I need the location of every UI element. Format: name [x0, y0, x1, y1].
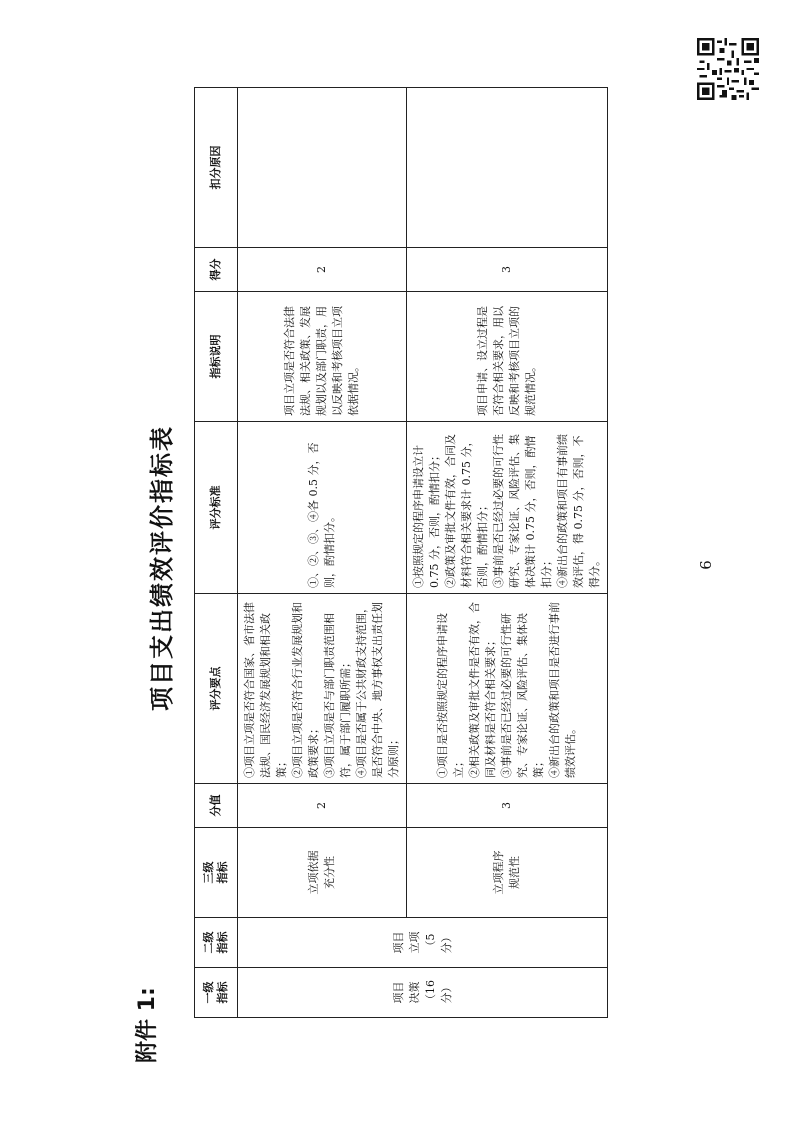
page-number: 9	[695, 560, 714, 570]
explain-cell: 项目申请、设立过程是否符合相关要求，用以反映和考核项目立项的规范情况。	[407, 292, 608, 422]
table-row	[238, 88, 407, 1018]
page-title: 项目支出绩效评价指标表	[148, 425, 176, 711]
annex-label: 附件 1:	[135, 987, 160, 1063]
col-reason: 扣分原因	[195, 88, 238, 248]
level3-cell: 立项程序 规范性	[407, 828, 608, 918]
level2-cell: 项目 立项 （5 分）	[238, 918, 608, 968]
standard-cell: ①按照规定的程序申请设立计 0.75 分，否则，酌情扣分； ②政策及审批文件有效，合同及材料符合相关要求计 0.75 分，否则，酌情扣分； ③事前是否已经过必要的可行性研究、专家论证、风险评估、集体决策计 0.75 分，否则，酌情扣分； ④新出台的政策和项目有事前绩效评估，得 0.75 分，否则，不得分。	[407, 422, 608, 594]
explain-cell: 项目立项是否符合法律法规、相关政策、发展规划以及部门职责，用以反映和考核项目立项依据情况。	[238, 292, 407, 422]
level1-cell: 项目 决策 （16 分）	[238, 968, 608, 1018]
got-cell: 2	[238, 248, 407, 292]
rotated-page	[130, 63, 730, 1073]
score-cell: 3	[407, 784, 608, 828]
col-level3: 三级 指标	[195, 828, 238, 918]
score-cell: 2	[238, 784, 407, 828]
points-cell: ①项目立项是否符合国家、省市法律法规、国民经济发展规划和相关政策； ②项目立项是否符合行业发展规划和政策要求； ③项目立项是否与部门职责范围相符，属于部门履职所需； ④项目是否属于公共财政支持范围，是否符合中央、地方事权支出责任划分原则；	[238, 594, 407, 784]
reason-cell	[407, 88, 608, 248]
points-cell: ①项目是否按照规定的程序申请设立； ②相关政策及审批文件是否有效，合同及材料是否符合相关要求； ③事前是否已经过必要的可行性研究、专家论证、风险评估、集体决策； ④新出台的政策和项目是否进行事前绩效评估。	[407, 594, 608, 784]
level3-cell: 立项依据 充分性	[238, 828, 407, 918]
evaluation-table	[194, 87, 608, 1018]
header-row	[195, 88, 238, 1018]
col-points: 评分要点	[195, 594, 238, 784]
standard-cell: ①、②、③、④各 0.5 分，否则，酌情扣分。	[238, 422, 407, 594]
col-level2: 二级 指标	[195, 918, 238, 968]
got-cell: 3	[407, 248, 608, 292]
col-got: 得分	[195, 248, 238, 292]
col-score: 分值	[195, 784, 238, 828]
reason-cell	[238, 88, 407, 248]
col-level1: 一级 指标	[195, 968, 238, 1018]
col-explain: 指标说明	[195, 292, 238, 422]
col-standard: 评分标准	[195, 422, 238, 594]
table-row	[407, 88, 608, 1018]
